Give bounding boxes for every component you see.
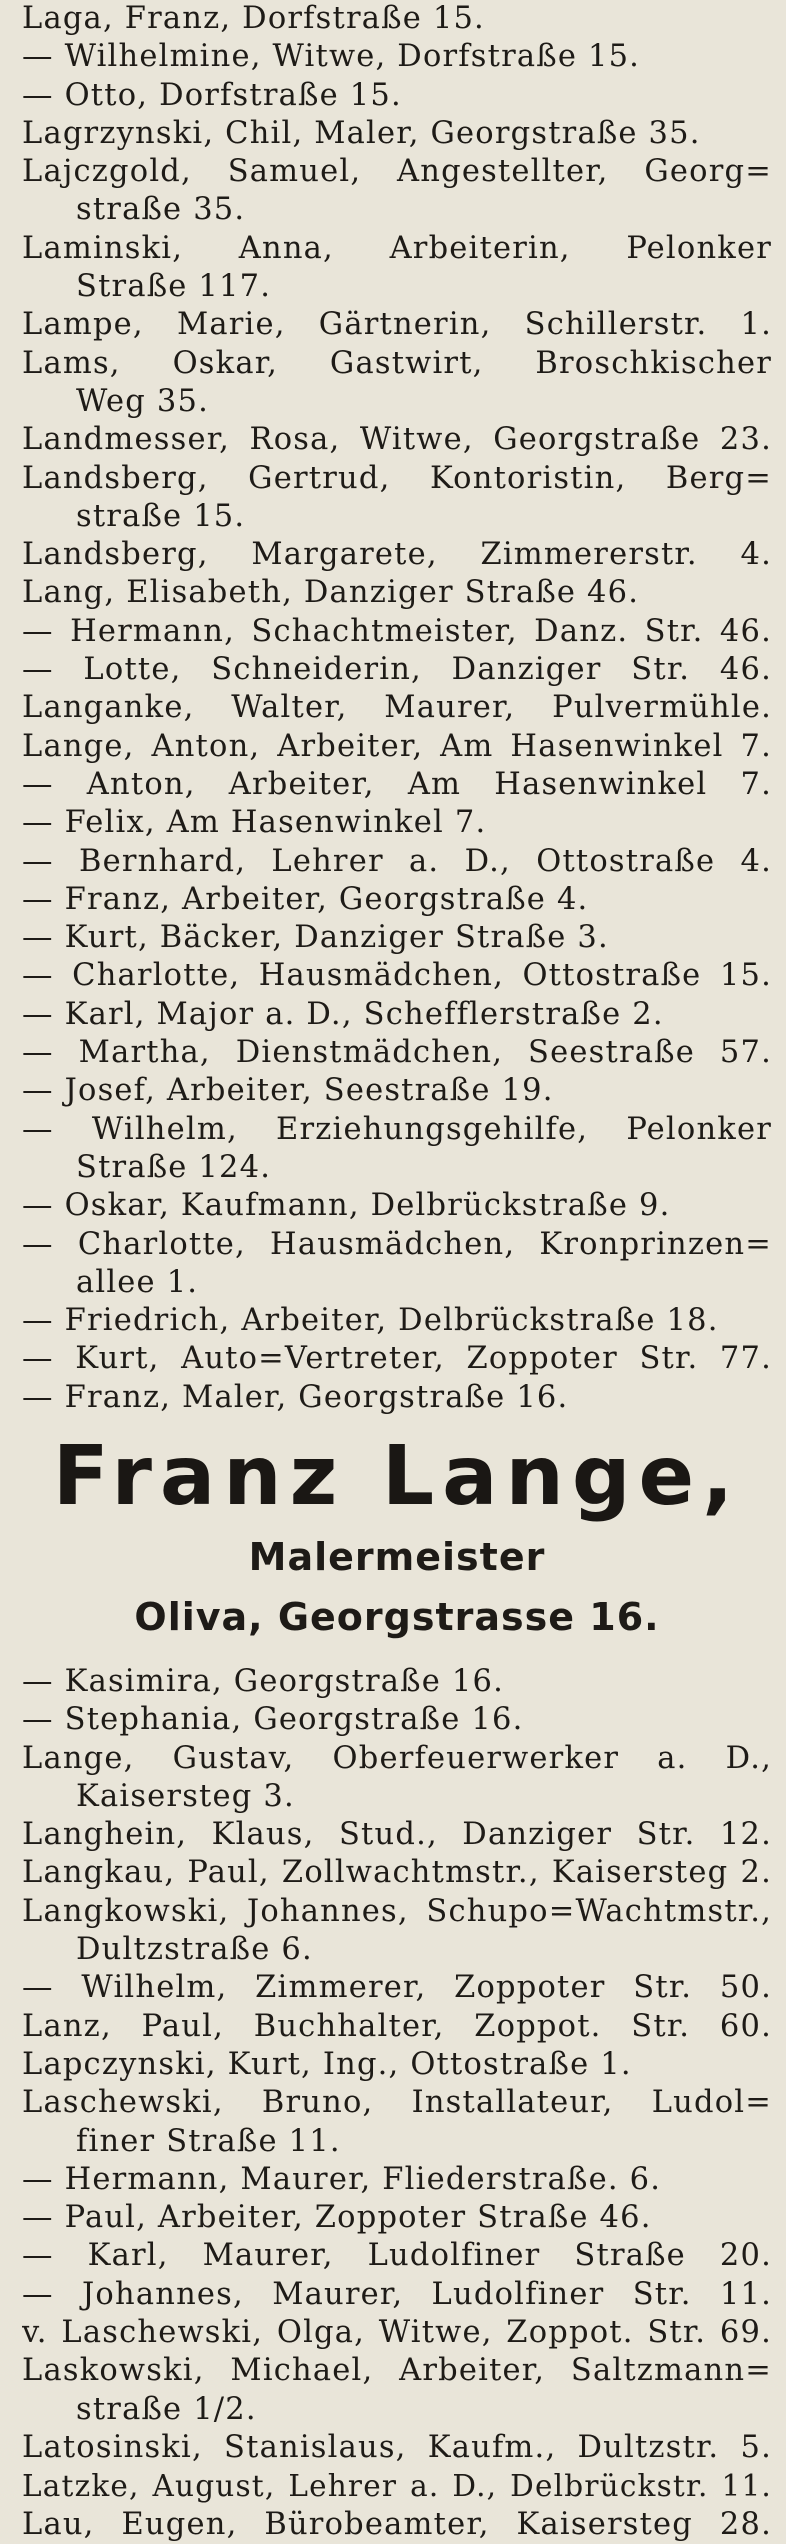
advertisement-address: Oliva, Georgstrasse 16. xyxy=(134,1594,660,1639)
directory-entry-line: — Karl, Major a. D., Schefflerstraße 2. xyxy=(22,996,664,1032)
directory-entry-line: Laschewski, Bruno, Installateur, Ludol= xyxy=(22,2085,772,2121)
directory-entry-line: Lajczgold, Samuel, Angestellter, Georg= xyxy=(22,154,772,190)
directory-entry-line: — Felix, Am Hasenwinkel 7. xyxy=(22,805,487,841)
directory-entry-line: — Anton, Arbeiter, Am Hasenwinkel 7. xyxy=(22,766,772,802)
directory-entry-line: — Wilhelm, Zimmerer, Zoppoter Str. 50. xyxy=(22,1970,772,2006)
directory-entries-top xyxy=(22,0,772,1417)
directory-entry-line: Lange, Anton, Arbeiter, Am Hasenwinkel 7. xyxy=(22,728,772,764)
entry-continuation-line: straße 35. xyxy=(76,192,246,228)
directory-entry-line: Landsberg, Gertrud, Kontoristin, Berg= xyxy=(22,460,772,496)
directory-entry-line: — Charlotte, Hausmädchen, Ottostraße 15. xyxy=(22,958,772,994)
directory-entry-line: — Franz, Maler, Georgstraße 16. xyxy=(22,1379,569,1415)
directory-entry-line: — Hermann, Maurer, Fliederstraße. 6. xyxy=(22,2161,662,2197)
directory-entry-line: Lange, Gustav, Oberfeuerwerker a. D., xyxy=(22,1740,772,1776)
directory-entry-line: Lampe, Marie, Gärtnerin, Schillerstr. 1. xyxy=(22,307,772,343)
directory-entry-line: — Friedrich, Arbeiter, Delbrückstraße 18. xyxy=(22,1303,719,1339)
directory-entry-line: Latzke, August, Lehrer a. D., Delbrückstr. 11. xyxy=(22,2469,772,2504)
directory-entry-line: Lagrzynski, Chil, Maler, Georgstraße 35. xyxy=(22,115,701,151)
directory-entry-line: — Martha, Dienstmädchen, Seestraße 57. xyxy=(22,1035,772,1071)
directory-entry-line: Lams, Oskar, Gastwirt, Broschkischer xyxy=(22,345,772,381)
directory-entry-line: — Stephania, Georgstraße 16. xyxy=(22,1702,524,1738)
entry-continuation-line: straße 1/2. xyxy=(76,2391,257,2427)
directory-entry-line: Laminski, Anna, Arbeiterin, Pelonker xyxy=(22,230,772,266)
directory-entry-line: Langkowski, Johannes, Schupo=Wachtmstr., xyxy=(22,1893,772,1929)
directory-entry-line: — Charlotte, Hausmädchen, Kronprinzen= xyxy=(22,1226,772,1262)
directory-entry-line: — Hermann, Schachtmeister, Danz. Str. 46. xyxy=(22,613,772,649)
directory-entry-line: — Franz, Arbeiter, Georgstraße 4. xyxy=(22,881,589,917)
directory-entry-line: — Johannes, Maurer, Ludolfiner Str. 11. xyxy=(22,2276,772,2312)
directory-entry-line: — Paul, Arbeiter, Zoppoter Straße 46. xyxy=(22,2200,652,2236)
entry-continuation-line: straße 15. xyxy=(76,498,246,534)
directory-entry-line: Lapczynski, Kurt, Ing., Ottostraße 1. xyxy=(22,2046,632,2082)
directory-entry-line: — Karl, Maurer, Ludolfiner Straße 20. xyxy=(22,2238,772,2274)
directory-entry-line: — Kurt, Auto=Vertreter, Zoppoter Str. 77. xyxy=(22,1341,772,1377)
advertisement-name: Franz Lange, xyxy=(52,1428,742,1524)
entry-continuation-line: Straße 124. xyxy=(76,1149,272,1185)
advertisement xyxy=(22,1417,772,1663)
directory-entry-line: Laga, Franz, Dorfstraße 15. xyxy=(22,1,485,36)
directory-entry-line: Landsberg, Margarete, Zimmererstr. 4. xyxy=(22,537,772,573)
advertisement-title: Malermeister xyxy=(248,1534,546,1579)
directory-entry-line: Lanz, Paul, Buchhalter, Zoppot. Str. 60. xyxy=(22,2008,772,2044)
directory-entry-line: Laskowski, Michael, Arbeiter, Saltzmann= xyxy=(22,2353,772,2389)
directory-entry-line: — Otto, Dorfstraße 15. xyxy=(22,77,402,113)
directory-entry-line: Landmesser, Rosa, Witwe, Georgstraße 23. xyxy=(22,422,772,458)
directory-entry-line: — Bernhard, Lehrer a. D., Ottostraße 4. xyxy=(22,843,772,879)
directory-entry-line: Lang, Elisabeth, Danziger Straße 46. xyxy=(22,575,640,611)
entry-continuation-line: Dultzstraße 6. xyxy=(76,1932,313,1968)
directory-entry-line: — Lotte, Schneiderin, Danziger Str. 46. xyxy=(22,652,772,688)
directory-entry-line: Lau, Eugen, Bürobeamter, Kaisersteg 28. xyxy=(22,2506,772,2542)
entry-continuation-line: allee 1. xyxy=(76,1264,199,1300)
directory-entry-line: Latosinski, Stanislaus, Kaufm., Dultzstr. 5. xyxy=(22,2429,772,2465)
directory-entry-line: — Wilhelm, Erziehungsgehilfe, Pelonker xyxy=(22,1111,772,1147)
directory-entry-line: Langkau, Paul, Zollwachtmstr., Kaisersteg 2. xyxy=(22,1855,772,1891)
directory-entry-line: — Josef, Arbeiter, Seestraße 19. xyxy=(22,1073,554,1109)
entry-continuation-line: finer Straße 11. xyxy=(76,2123,341,2159)
directory-entry-line: — Kurt, Bäcker, Danziger Straße 3. xyxy=(22,920,609,956)
directory-entry-line: v. Laschewski, Olga, Witwe, Zoppot. Str. 69. xyxy=(22,2315,772,2351)
directory-entry-line: Langhein, Klaus, Stud., Danziger Str. 12. xyxy=(22,1817,772,1853)
directory-entry-line: — Oskar, Kaufmann, Delbrückstraße 9. xyxy=(22,1188,671,1224)
directory-entry-line: Langanke, Walter, Maurer, Pulvermühle. xyxy=(22,690,772,726)
directory-entry-line: — Wilhelmine, Witwe, Dorfstraße 15. xyxy=(22,39,641,75)
entry-continuation-line: Weg 35. xyxy=(76,383,210,419)
entry-continuation-line: Straße 117. xyxy=(76,269,272,305)
directory-entry-line: — Kasimira, Georgstraße 16. xyxy=(22,1663,504,1699)
directory-entries-bottom xyxy=(22,1663,772,2544)
entry-continuation-line: Kaisersteg 3. xyxy=(76,1778,295,1814)
